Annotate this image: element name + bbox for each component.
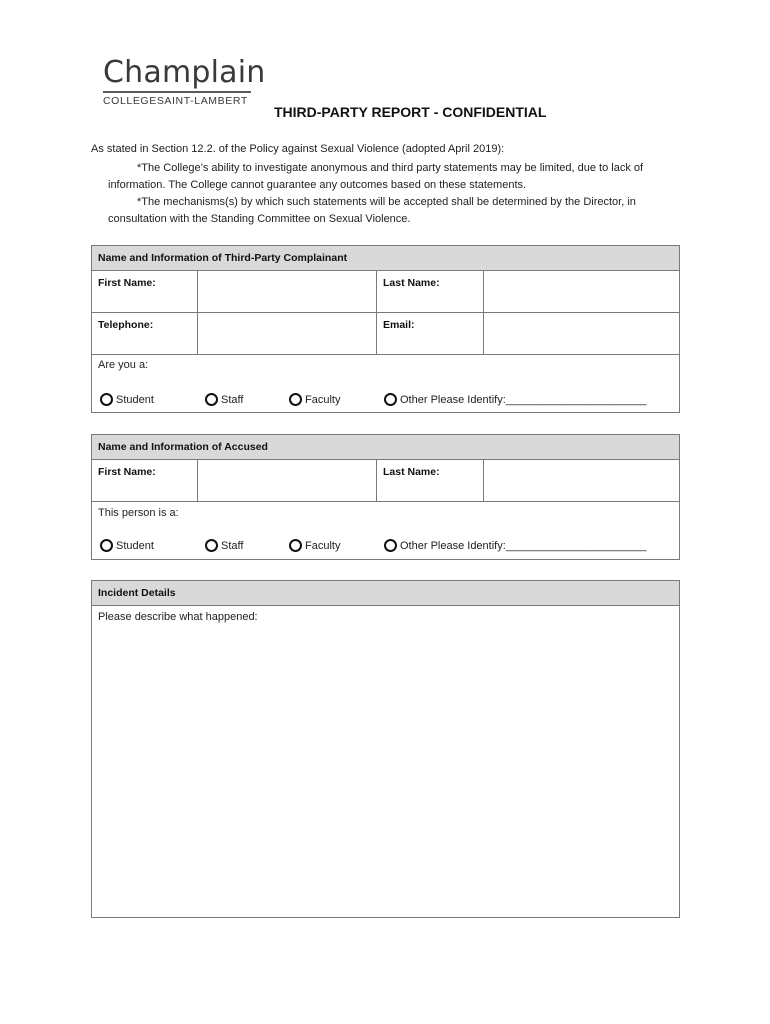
accused-last-name-field[interactable] [483, 460, 680, 501]
complainant-role-other[interactable]: Other Please Identify:_______________________ [384, 393, 647, 406]
complainant-section [91, 245, 680, 413]
complainant-email-field[interactable] [483, 313, 680, 354]
accused-first-name-field[interactable] [197, 460, 377, 501]
radio-icon [289, 393, 302, 406]
complainant-last-name-field[interactable] [483, 271, 680, 312]
radio-icon [100, 539, 113, 552]
complainant-last-name-label: Last Name: [383, 277, 440, 289]
complainant-contact-row [92, 313, 679, 355]
radio-icon [205, 393, 218, 406]
accused-role-other[interactable]: Other Please Identify:_______________________ [384, 539, 647, 552]
radio-icon [205, 539, 218, 552]
note-2-line-1: *The mechanisms(s) by which such statements will be accepted shall be determined by the Director, in [137, 196, 636, 208]
radio-icon [384, 393, 397, 406]
accused-first-name-label: First Name: [98, 466, 156, 478]
accused-header: Name and Information of Accused [92, 435, 679, 460]
incident-prompt: Please describe what happened: [98, 611, 258, 623]
accused-last-name-label: Last Name: [383, 466, 440, 478]
radio-icon [289, 539, 302, 552]
complainant-email-label: Email: [383, 319, 415, 331]
policy-note-2 [137, 194, 636, 211]
note-1-line-1: *The College’s ability to investigate anonymous and third party statements may be limited, due to lack of [137, 162, 644, 174]
logo-wordmark: Champlain [103, 55, 266, 90]
complainant-role-student[interactable]: Student [100, 393, 154, 406]
radio-icon [100, 393, 113, 406]
complainant-first-name-label: First Name: [98, 277, 156, 289]
accused-section [91, 434, 680, 560]
policy-note-1-cont [108, 177, 526, 194]
complainant-telephone-label: Telephone: [98, 319, 154, 331]
incident-header: Incident Details [92, 581, 679, 606]
incident-description-field[interactable] [92, 629, 679, 917]
complainant-header: Name and Information of Third-Party Complainant [92, 246, 679, 271]
incident-section [91, 580, 680, 918]
page-title: THIRD-PARTY REPORT - CONFIDENTIAL [274, 104, 547, 120]
accused-role-options [92, 539, 679, 559]
policy-note-1 [137, 160, 643, 177]
accused-role-faculty[interactable]: Faculty [289, 539, 340, 552]
accused-role-prompt: This person is a: [98, 507, 179, 519]
note-1-line-2: information. The College cannot guarantee any outcomes based on these statements. [108, 179, 527, 191]
complainant-role-staff[interactable]: Staff [205, 393, 243, 406]
complainant-role-options [92, 393, 679, 413]
complainant-name-row [92, 271, 679, 313]
complainant-role-faculty[interactable]: Faculty [289, 393, 340, 406]
accused-name-row [92, 460, 679, 502]
accused-role-student[interactable]: Student [100, 539, 154, 552]
policy-intro: As stated in Section 12.2. of the Policy against Sexual Violence (adopted April 2019): [91, 143, 505, 155]
complainant-first-name-field[interactable] [197, 271, 377, 312]
logo-divider [103, 91, 251, 93]
logo-subtitle: COLLEGESAINT-LAMBERT [103, 95, 248, 107]
complainant-telephone-field[interactable] [197, 313, 377, 354]
complainant-role-prompt: Are you a: [98, 359, 149, 371]
college-logo [103, 55, 266, 107]
policy-note-2-cont [108, 211, 410, 228]
note-2-line-2: consultation with the Standing Committee on Sexual Violence. [108, 213, 411, 225]
radio-icon [384, 539, 397, 552]
accused-role-staff[interactable]: Staff [205, 539, 243, 552]
